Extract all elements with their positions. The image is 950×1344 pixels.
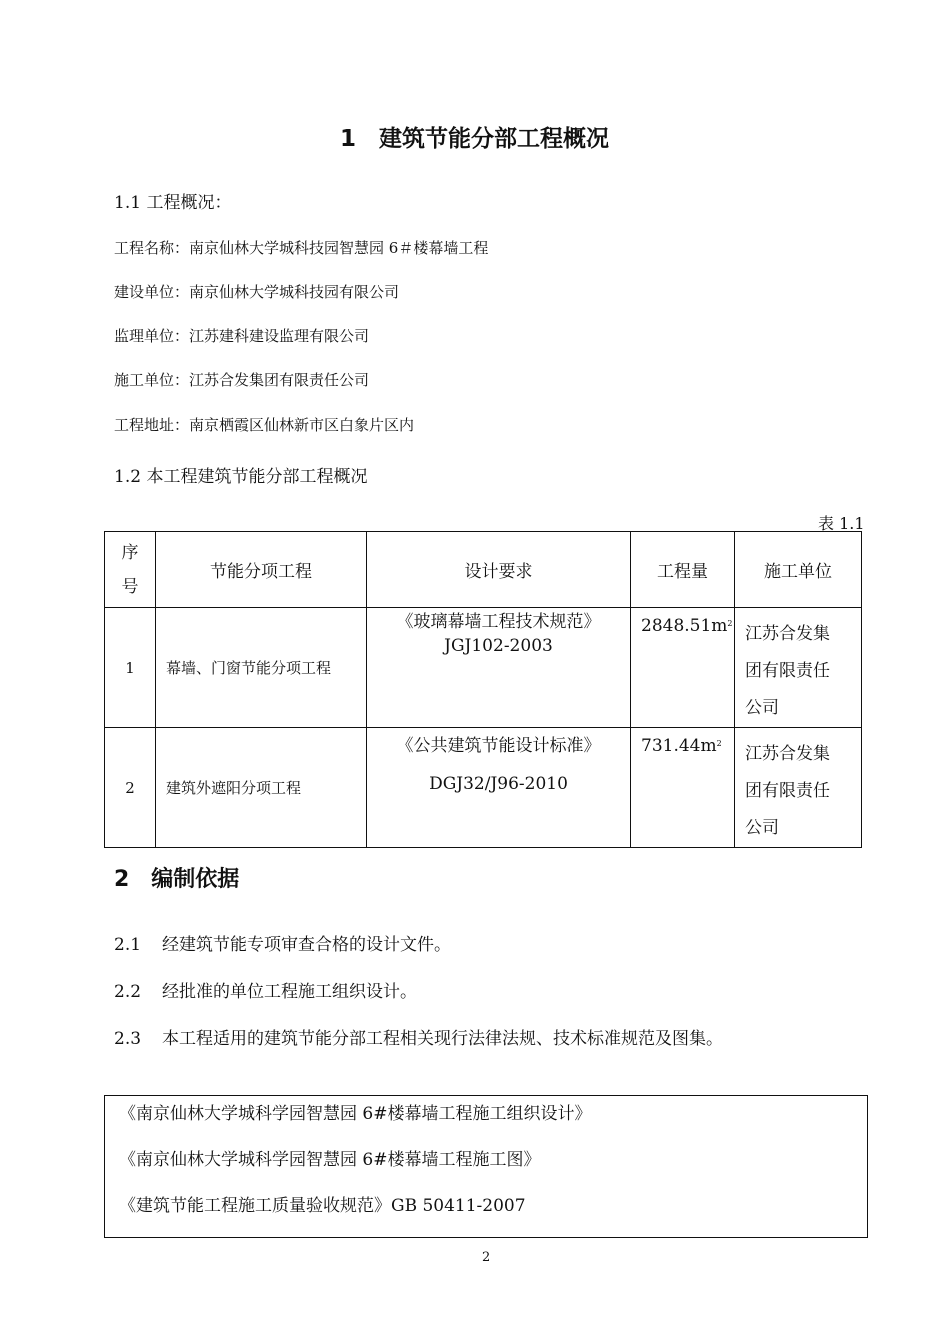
energy-table xyxy=(104,531,862,848)
table-row xyxy=(105,728,862,848)
row-1-company-line2: 团有限责任 xyxy=(745,661,830,681)
row-1-item: 幕墙、门窗节能分项工程 xyxy=(156,608,367,728)
row-1-company-line1: 江苏合发集 xyxy=(745,624,830,644)
reference-item: 《南京仙林大学城科学园智慧园 6#楼幕墙工程施工图》 xyxy=(119,1150,541,1170)
subsection-1-1-heading: 1.1 工程概况： xyxy=(114,193,232,213)
header-item: 节能分项工程 xyxy=(156,532,367,608)
row-1-seq: 1 xyxy=(105,608,156,728)
row-2-quantity xyxy=(631,728,735,848)
construction-unit: 建设单位：南京仙林大学城科技园有限公司 xyxy=(114,283,400,301)
basis-item-2-1-text: 经建筑节能专项审查合格的设计文件。 xyxy=(162,935,451,955)
subsection-1-2-heading: 1.2 本工程建筑节能分部工程概况 xyxy=(114,467,368,487)
header-company: 施工单位 xyxy=(735,532,862,608)
row-2-company-line1: 江苏合发集 xyxy=(745,744,830,764)
row-2-quantity-unit: 2 xyxy=(716,739,722,748)
page-number: 2 xyxy=(482,1250,491,1265)
basis-item-2-3 xyxy=(114,1024,723,1049)
header-seq-line2: 号 xyxy=(121,576,139,597)
table-row xyxy=(105,608,862,728)
row-1-design xyxy=(367,608,631,728)
row-2-design xyxy=(367,728,631,848)
header-quantity: 工程量 xyxy=(631,532,735,608)
row-2-seq: 2 xyxy=(105,728,156,848)
row-1-design-line1: 《玻璃幕墙工程技术规范》 xyxy=(396,612,601,632)
header-seq-line1: 序 xyxy=(121,542,139,563)
basis-item-2-2 xyxy=(114,977,417,1002)
header-design: 设计要求 xyxy=(367,532,631,608)
supervision-unit: 监理单位：江苏建科建设监理有限公司 xyxy=(114,327,370,345)
basis-item-2-3-text: 本工程适用的建筑节能分部工程相关现行法律法规、技术标准规范及图集。 xyxy=(162,1029,723,1049)
row-2-company xyxy=(735,728,862,848)
contractor-unit: 施工单位：江苏合发集团有限责任公司 xyxy=(114,371,370,389)
section-1-title: 1 建筑节能分部工程概况 xyxy=(340,126,610,152)
reference-box xyxy=(104,1095,868,1238)
header-seq xyxy=(105,532,156,608)
project-name: 工程名称：南京仙林大学城科技园智慧园 6＃楼幕墙工程 xyxy=(114,239,489,257)
basis-item-2-2-text: 经批准的单位工程施工组织设计。 xyxy=(162,982,417,1002)
table-caption: 表 1.1 xyxy=(818,514,865,533)
section-2-title: 2 编制依据 xyxy=(114,867,240,892)
project-address: 工程地址：南京栖霞区仙林新市区白象片区内 xyxy=(114,416,415,434)
basis-item-2-1 xyxy=(114,930,451,955)
row-2-company-line3: 公司 xyxy=(745,818,779,838)
row-2-quantity-value: 731.44m xyxy=(641,736,717,756)
reference-item: 《南京仙林大学城科学园智慧园 6#楼幕墙工程施工组织设计》 xyxy=(119,1104,592,1124)
basis-item-2-2-num: 2.2 xyxy=(114,982,142,1002)
basis-item-2-1-num: 2.1 xyxy=(114,935,142,955)
row-1-quantity-value: 2848.51m xyxy=(641,616,728,636)
row-1-company xyxy=(735,608,862,728)
row-2-design-line1: 《公共建筑节能设计标准》 xyxy=(396,736,601,756)
basis-item-2-3-num: 2.3 xyxy=(114,1029,142,1049)
row-1-quantity-unit: 2 xyxy=(727,619,733,628)
row-2-design-line2: DGJ32/J96-2010 xyxy=(429,774,568,794)
row-2-item: 建筑外遮阳分项工程 xyxy=(156,728,367,848)
row-2-company-line2: 团有限责任 xyxy=(745,781,830,801)
reference-item: 《建筑节能工程施工质量验收规范》GB 50411-2007 xyxy=(119,1196,526,1216)
row-1-company-line3: 公司 xyxy=(745,698,779,718)
row-1-quantity xyxy=(631,608,735,728)
table-header-row xyxy=(105,532,862,608)
row-1-design-line2: JGJ102-2003 xyxy=(444,636,553,656)
